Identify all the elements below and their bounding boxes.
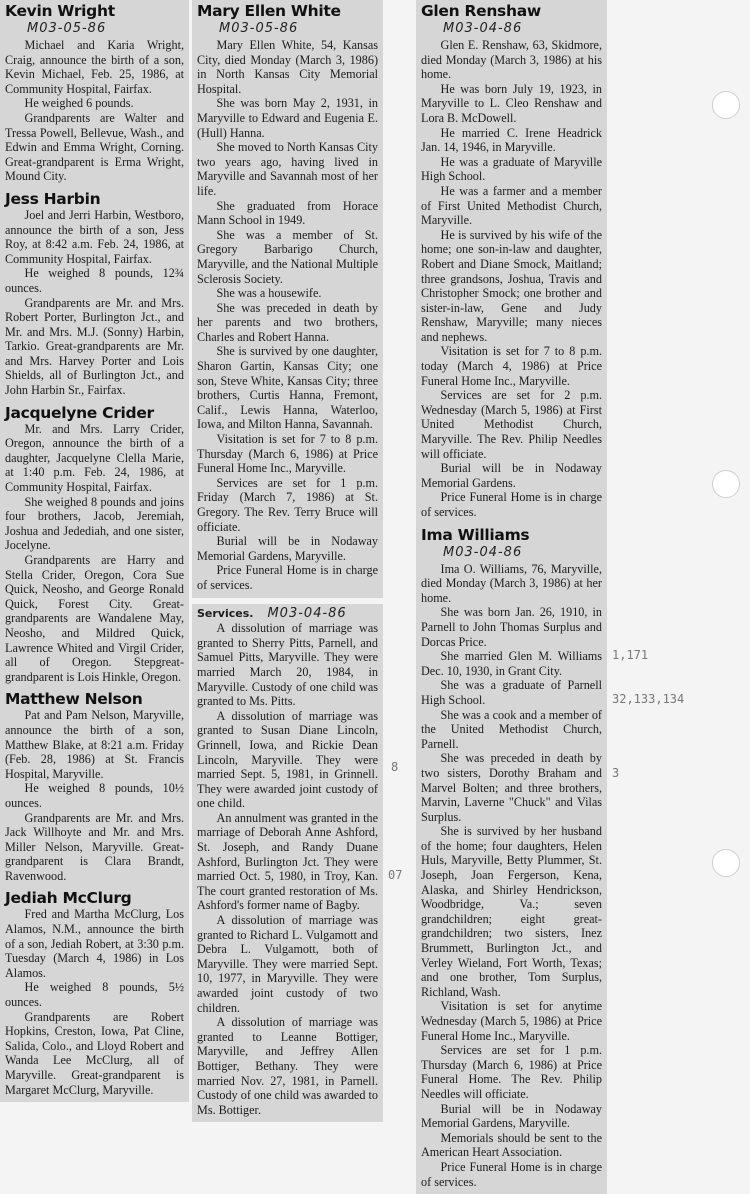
- middle-column: [192, 0, 383, 1122]
- article-paragraph: Fred and Martha McClurg, Los Alamos, N.M., announce the birth of a son, Jediah Robert, at 3:30 p.m. Tuesday (March 4, 1986) in Los Alamos.: [5, 907, 184, 980]
- article-paragraph: Mary Ellen White, 54, Kansas City, died Monday (March 3, 1986) in North Kansas City Memorial Hospital.: [197, 38, 378, 96]
- article-paragraph: He was a farmer and a member of First United Methodist Church, Maryville.: [421, 183, 602, 228]
- article-paragraph: He weighed 8 pounds, 10½ ounces.: [5, 781, 184, 810]
- article-headline: Jess Harbin: [5, 189, 101, 208]
- article-paragraph: Memorials should be sent to the American Heart Association.: [421, 1130, 602, 1160]
- margin-note: 1,171: [612, 648, 649, 662]
- article-paragraph: She was a member of St. Gregory Barbarigo Church, Maryville, and the National Multiple Sclerosis Society.: [197, 227, 378, 286]
- article-paragraph: She was a cook and a member of the United Methodist Church, Parnell.: [421, 707, 602, 751]
- handwritten-date-note: M03-04-86: [267, 605, 347, 621]
- punch-hole: [712, 849, 740, 877]
- article-headline: Mary Ellen White: [197, 2, 341, 20]
- article-paragraph: Grandparents are Mr. and Mrs. Jack Willhoyte and Mr. and Mrs. Miller Nelson, Maryville. Great-grandparent is Clara Brandt, Ravenwood.: [5, 810, 184, 883]
- article-paragraph: He weighed 8 pounds, 5½ ounces.: [5, 980, 184, 1010]
- article-paragraph: She was a graduate of Parnell High School.: [421, 678, 602, 707]
- article-paragraph: Ima O. Williams, 76, Maryville, died Monday (March 3, 1986) at her home.: [421, 561, 602, 605]
- article-paragraph: Visitation is set for 7 to 8 p.m. Thursday (March 6, 1986) at Price Funeral Home Inc., Maryville.: [197, 432, 378, 476]
- article-paragraph: Visitation is set for anytime Wednesday (March 5, 1986) at Price Funeral Home Inc., Maryville.: [421, 999, 602, 1043]
- handwritten-date-note: M03-04-86: [443, 21, 523, 36]
- article-paragraph: Pat and Pam Nelson, Maryville, announce the birth of a son, Matthew Blake, at 8:21 a.m. Friday (Feb. 28, 1986) at St. Francis Hospital, Maryville.: [5, 708, 184, 781]
- article-paragraph: Visitation is set for 7 to 8 p.m. today (March 4, 1986) at Price Funeral Home Inc., Maryville.: [421, 344, 602, 388]
- section-lead-row: [197, 606, 378, 622]
- article-paragraph: Price Funeral Home is in charge of services.: [421, 490, 602, 519]
- article-paragraph: He was born July 19, 1923, in Maryville to L. Cleo Renshaw and Lora B. McDowell.: [421, 81, 602, 125]
- article-headline: Jacquelyne Crider: [5, 403, 154, 422]
- margin-note: 07: [388, 868, 403, 882]
- article-paragraph: She graduated from Horace Mann School in 1949.: [197, 198, 378, 228]
- article-headline: Jediah McClurg: [5, 889, 132, 908]
- article-headline: Ima Williams: [421, 525, 530, 544]
- article-paragraph: A dissolution of marriage was granted to Susan Diane Lincoln, Grinnell, Iowa, and Rickie Dean Lincoln, Maryville. They were married Sept. 5, 1981, in Grinnell. They were awarded joint custody of one child.: [197, 708, 378, 811]
- article-paragraph: He weighed 8 pounds, 12¾ ounces.: [5, 266, 184, 295]
- punch-hole: [712, 91, 740, 119]
- article-paragraph: Price Funeral Home is in charge of services.: [421, 1159, 602, 1189]
- article-paragraph: She is survived by one daughter, Sharon Gartin, Kansas City; one son, Steve White, Kansas City; three brothers, Curtis Hanna, Fremont, Calif., Lewis Hanna, Waterloo, Iowa, and Milton Hanna, Savannah.: [197, 344, 378, 432]
- article-headline: Kevin Wright: [5, 2, 115, 20]
- handwritten-date-note: M03-04-86: [443, 544, 523, 560]
- article-paragraph: He married C. Irene Headrick Jan. 14, 1946, in Maryville.: [421, 125, 602, 155]
- article-paragraph: A dissolution of marriage was granted to Richard L. Vulgamott and Debra L. Vulgamott, both of Maryville. They were married Sept. 10, 1977, in Maryville. They were awarded joint custody of two children.: [197, 913, 378, 1015]
- article-paragraph: She was born May 2, 1931, in Maryville to Edward and Eugenia E. (Hull) Hanna.: [197, 96, 378, 140]
- article-paragraph: Joel and Jerri Harbin, Westboro, announce the birth of a son, Jess Roy, at 8:42 a.m. Feb. 24, 1986, at Community Hospital, Fairfax.: [5, 207, 184, 266]
- article-paragraph: He weighed 6 pounds.: [24, 96, 134, 111]
- margin-note: 8: [391, 760, 399, 774]
- article-headline: Matthew Nelson: [5, 690, 143, 709]
- article-paragraph: Burial will be in Nodaway Memorial Gardens, Maryville.: [421, 1101, 602, 1131]
- margin-note: 32,133,134: [612, 692, 685, 706]
- article-paragraph: He was a graduate of Maryville High School.: [421, 154, 602, 184]
- article-paragraph: Services are set for 2 p.m. Wednesday (March 5, 1986) at First United Methodist Church, Maryville. The Rev. Philip Needles will officiate.: [421, 388, 602, 461]
- birth-announcements-clipping: [0, 0, 189, 1102]
- article-paragraph: She weighed 8 pounds and joins four brothers, Jacob, Jeremiah, Joshua and Jedediah, and one sister, Jocelyne.: [5, 494, 184, 553]
- article-paragraph: She was preceded in death by two sisters, Dorothy Braham and Marvel Bolten; and three brothers, Marvin, Laverne "Chuck" and Vilas Surplus.: [421, 751, 602, 824]
- article-paragraph: He is survived by his wife of the home; one son-in-law and daughter, Robert and Diane Smock, Maitland; three grandsons, Joshua, Travis and Christopher Smock; one brother and sister-in-law, Gene and Judy Renshaw, Maryville; many nieces and nephews.: [421, 227, 602, 344]
- article-paragraph: Mr. and Mrs. Larry Crider, Oregon, announce the birth of a daughter, Jacquelyne Clella Marie, at 1:40 p.m. Feb. 24, 1986, at Community Hospital, Fairfax.: [5, 421, 184, 495]
- article-paragraph: She moved to North Kansas City two years ago, having lived in Maryville and Savannah most of her life.: [197, 140, 378, 198]
- article-paragraph: She married Glen M. Williams Dec. 10, 1930, in Grant City.: [421, 649, 602, 678]
- section-lead: Services.: [197, 606, 254, 620]
- article-paragraph: She was born Jan. 26, 1910, in Parnell to John Thomas Surplus and Dorcas Price.: [421, 605, 602, 649]
- article-paragraph: Burial will be in Nodaway Memorial Gardens.: [421, 461, 602, 490]
- article-paragraph: She was a housewife.: [216, 286, 322, 301]
- court-dissolutions-clipping: [192, 604, 383, 1123]
- obituary-mary-ellen-white-clipping: [192, 0, 383, 598]
- article-headline: Glen Renshaw: [421, 2, 541, 20]
- article-paragraph: Michael and Karia Wright, Craig, announce the birth of a son, Kevin Michael, Feb. 25, 1986, at Community Hospital, Fairfax.: [5, 38, 184, 96]
- article-paragraph: Grandparents are Mr. and Mrs. Robert Porter, Burlington Jct., and Mr. and Mrs. M.J. (Sonny) Harbin, Tarkio. Great-grandparents are Mr. and Mrs. Harvey Porter and Lois Shields, all of Burlington Jct., and John Harbin Sr., Fairfax.: [5, 295, 184, 398]
- article-paragraph: An annulment was granted in the marriage of Deborah Anne Ashford, St. Joseph, and Randy Duane Ashford, Burlington Jct. They were married Oct. 5, 1980, in Troy, Kan. The court granted restoration of Ms. Ashford's former name of Bagby.: [197, 810, 378, 913]
- article-paragraph: Grandparents are Robert Hopkins, Creston, Iowa, Pat Cline, Salida, Colo., and Lloyd Robert and Wanda Lee McClurg, all of Maryville. Great-grandparent is Margaret McClurg, Maryville.: [5, 1009, 184, 1097]
- article-paragraph: Burial will be in Nodaway Memorial Gardens, Maryville.: [197, 534, 378, 563]
- article-paragraph: She was preceded in death by her parents and two brothers, Charles and Robert Hanna.: [197, 300, 378, 344]
- handwritten-date-note: M03-05-86: [27, 21, 107, 36]
- article-paragraph: Services are set for 1 p.m. Friday (March 7, 1986) at St. Gregory. The Rev. Terry Bruce will officiate.: [197, 475, 378, 534]
- obituaries-renshaw-williams-clipping: [416, 0, 607, 1194]
- article-paragraph: She is survived by her husband of the home; four daughters, Helen Huls, Maryville, Betty Plummer, St. Joseph, Joan Fergerson, Kena, Alaska, and Shirley Hendrickson, Woodbridge, Va.; seven grandchildren; eight great-grandchildren; two sisters, Inez Brummett, Burlington Jct., and Verley Wieland, Fort Worth, Texas; and one brother, Tom Surplus, Richland, Wash.: [421, 824, 602, 999]
- left-column: [0, 0, 189, 1102]
- article-paragraph: Grandparents are Walter and Tressa Powell, Bellevue, Wash., and Edwin and Emma Wright, Corning. Great-grandparent is Erma Wright, Mound City.: [5, 110, 184, 184]
- margin-note: 3: [612, 766, 620, 780]
- article-paragraph: A dissolution of marriage was granted to Sherry Pitts, Parnell, and Samuel Pitts, Maryville. They were married March 20, 1984, in Maryville. Custody of one child was granted to Ms. Pitts.: [197, 621, 378, 709]
- article-paragraph: Services are set for 1 p.m. Thursday (March 6, 1986) at Price Funeral Home. The Rev. Philip Needles will officiate.: [421, 1043, 602, 1101]
- article-paragraph: Glen E. Renshaw, 63, Skidmore, died Monday (March 3, 1986) at his home.: [421, 38, 602, 82]
- article-paragraph: Grandparents are Harry and Stella Crider, Oregon, Cora Sue Quick, Neosho, and George Ronald Quick, Forest City. Great-grandparents are Wandalene May, Neosho, and Mildred Quick, Lawrence Whited and Virgil Crider, all of Oregon. Stepgreat-grandparent is Lois Hinkle, Oregon.: [5, 553, 184, 684]
- article-paragraph: A dissolution of marriage was granted to Leanne Bottiger, Maryville, and Jeffrey Allen Bottiger, Bethany. They were married Nov. 27, 1981, in Parnell. Custody of one child was awarded to Ms. Bottiger.: [197, 1015, 378, 1117]
- right-column: [416, 0, 607, 1194]
- handwritten-date-note: M03-05-86: [219, 21, 299, 36]
- punch-hole: [712, 470, 740, 498]
- article-paragraph: Price Funeral Home is in charge of services.: [197, 563, 378, 592]
